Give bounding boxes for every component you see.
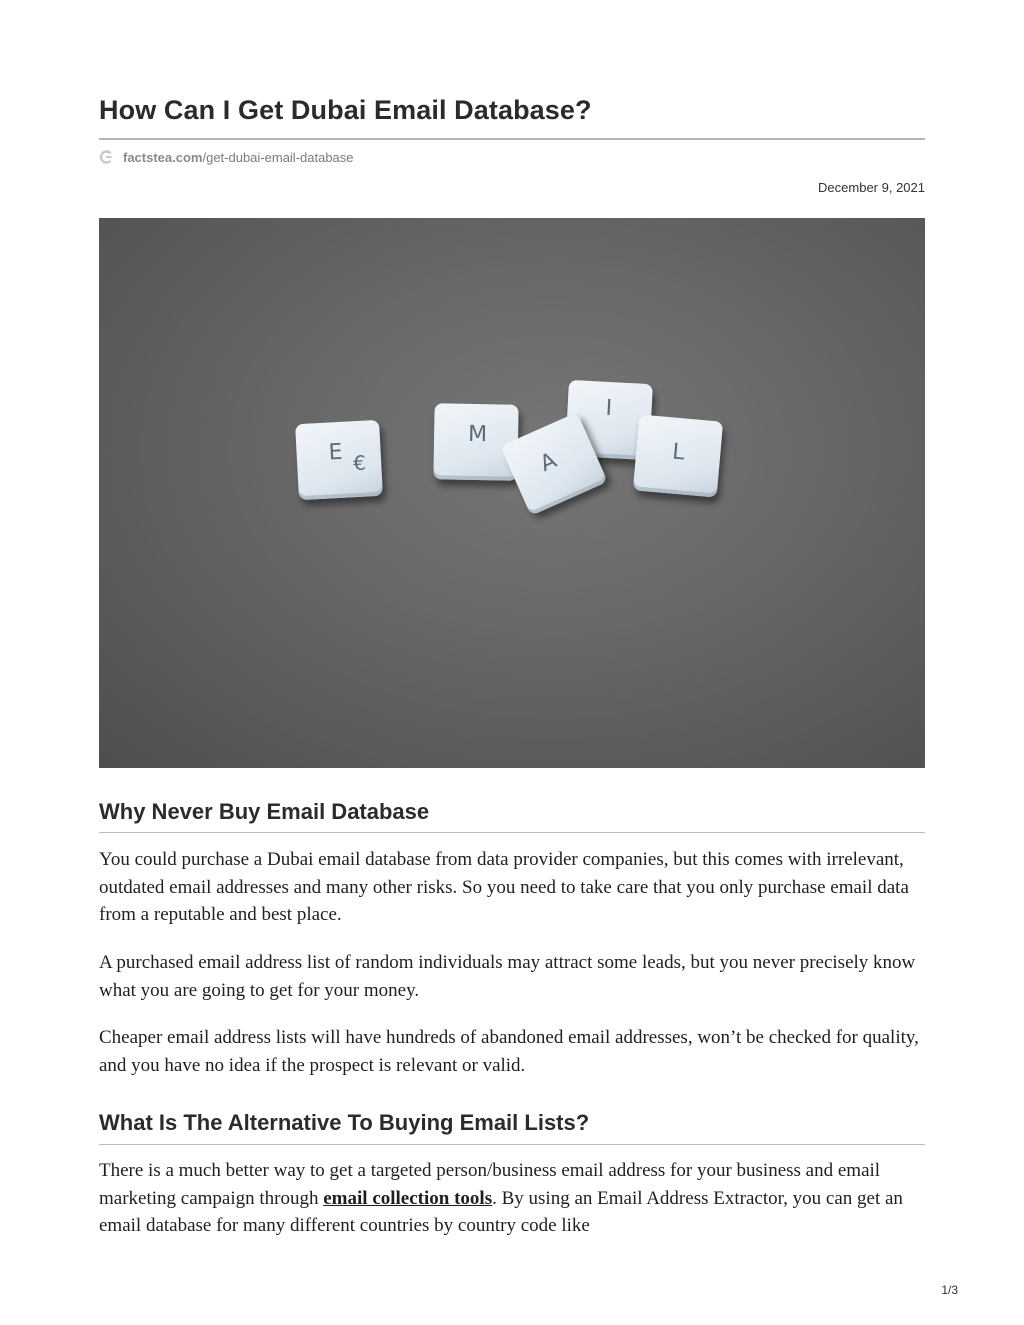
tile-e-letter: E	[327, 439, 344, 466]
source-path[interactable]: /get-dubai-email-database	[202, 149, 354, 165]
tile-e-euro: €	[352, 450, 367, 476]
section-heading-alternative: What Is The Alternative To Buying Email Lists?	[99, 1110, 590, 1135]
tile-l	[633, 414, 723, 497]
paragraph: You could purchase a Dubai email database from data provider companies, but this comes with irrelevant, outdated email addresses and many other risks. So you need to take care that you only purchase email data from a reputable and best place.	[99, 849, 909, 925]
tile-m	[433, 403, 518, 480]
email-collection-tools-link[interactable]: email collection tools	[323, 1187, 493, 1209]
section-heading-why-never-buy: Why Never Buy Email Database	[99, 799, 430, 824]
paragraph: A purchased email address list of random individuals may attract some leads, but you never precisely know what you are going to get for your money.	[99, 952, 916, 1001]
paragraph-with-link	[99, 1157, 925, 1240]
paragraph-text-after-link: . By using an Email Address Extractor, you can get an email database for many different countries by country code like	[99, 1187, 903, 1236]
tile-i-letter: I	[604, 395, 613, 422]
tile-l-letter: L	[671, 439, 686, 466]
paragraph-text-before-link: There is a much better way to get a targeted person/business email address for your business and email marketing campaign through	[99, 1160, 881, 1209]
tile-a-letter: A	[536, 448, 561, 478]
tile-m-letter: M	[467, 421, 488, 448]
source-line	[99, 149, 354, 165]
publish-date: December 9, 2021	[818, 180, 925, 195]
section-divider	[99, 1144, 925, 1145]
tile-e	[295, 420, 383, 500]
section-divider	[99, 832, 925, 833]
paragraph: Cheaper email address lists will have hundreds of abandoned email addresses, won’t be checked for quality, and you have no idea if the prospect is relevant or valid.	[99, 1027, 919, 1076]
site-favicon-icon	[99, 150, 113, 164]
hero-image	[99, 218, 925, 768]
source-domain-link[interactable]: factstea.com	[123, 149, 203, 165]
page-number: 1/3	[941, 1283, 958, 1297]
page-title: How Can I Get Dubai Email Database?	[99, 95, 592, 125]
title-divider	[99, 138, 925, 140]
